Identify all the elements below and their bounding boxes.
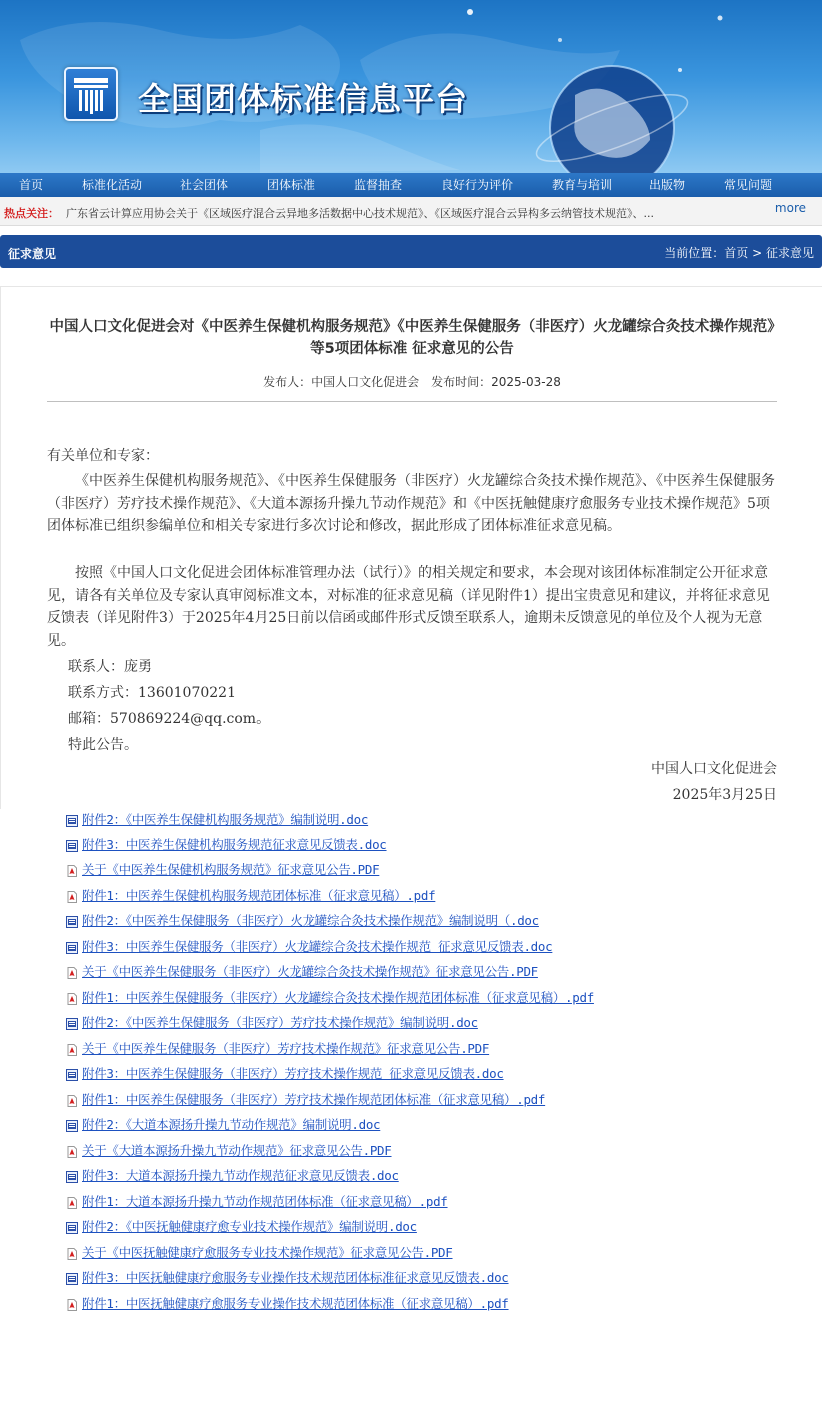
site-banner (0, 0, 822, 173)
pdf-file-icon (66, 1197, 78, 1209)
doc-file-icon (66, 840, 78, 852)
attachment-link[interactable]: 附件1：中医抚触健康疗愈服务专业操作技术规范团体标准（征求意见稿）.pdf (82, 1296, 509, 1311)
attachment-link[interactable]: 附件3：中医养生保健服务（非医疗）芳疗技术操作规范 征求意见反馈表.doc (82, 1066, 504, 1081)
attachment-link[interactable]: 关于《大道本源扬升操九节动作规范》征求意见公告.PDF (82, 1143, 392, 1158)
main-nav (0, 173, 822, 197)
attachment-link[interactable]: 附件2：《中医养生保健服务（非医疗）芳疗技术操作规范》编制说明.doc (82, 1015, 478, 1030)
pdf-file-icon (66, 1248, 78, 1260)
doc-file-icon (66, 1222, 78, 1234)
pdf-file-icon (66, 865, 78, 877)
doc-file-icon (66, 942, 78, 954)
attachment-link[interactable]: 附件3：大道本源扬升操九节动作规范征求意见反馈表.doc (82, 1168, 399, 1183)
pdf-file-icon (66, 1146, 78, 1158)
paragraph-1: 《中医养生保健机构服务规范》、《中医养生保健服务（非医疗）火龙罐综合灸技术操作规范》、《中医养生保健服务（非医疗）芳疗技术操作规范》、《大道本源扬升操九节动作规范》和《中医抚触健康疗愈服务专业技术操作规范》5项团体标准已组织参编单位和相关专家进行多次讨论和修改，据此形成了团体标准征求意见稿。 (47, 473, 775, 534)
nav-item-group-standards[interactable]: 团体标准 (266, 178, 315, 192)
attachment-link[interactable]: 关于《中医养生保健机构服务规范》征求意见公告.PDF (82, 862, 380, 877)
doc-file-icon (66, 1069, 78, 1081)
nav-item-social-groups[interactable]: 社会团体 (179, 178, 228, 192)
attachment-link[interactable]: 附件2：《大道本源扬升操九节动作规范》编制说明.doc (82, 1117, 381, 1132)
attachment-link[interactable]: 附件3：中医养生保健机构服务规范征求意见反馈表.doc (82, 837, 387, 852)
doc-file-icon (66, 916, 78, 928)
attachment-link[interactable]: 附件1：中医养生保健服务（非医疗）火龙罐综合灸技术操作规范团体标准（征求意见稿）.pdf (82, 990, 594, 1005)
nav-item-publications[interactable]: 出版物 (648, 178, 685, 192)
article-meta: 发布人：中国人口文化促进会 发布时间：2025-03-28 (263, 375, 561, 389)
breadcrumb-current[interactable]: 征求意见 (765, 246, 814, 260)
nav-item-home[interactable]: 首页 (18, 178, 43, 192)
hot-topics-label: 热点关注： (4, 207, 59, 220)
doc-file-icon (66, 815, 78, 827)
breadcrumb-prefix: 当前位置： (664, 246, 725, 260)
article-title: 中国人口文化促进会对《中医养生保健机构服务规范》《中医养生保健服务（非医疗）火龙罐综合灸技术操作规范》等5项团体标准 征求意见的公告 (49, 319, 775, 357)
contact-phone: 联系方式：13601070221 (68, 685, 236, 701)
nav-item-standardization-activities[interactable]: 标准化活动 (81, 178, 142, 192)
salutation: 有关单位和专家： (47, 448, 159, 464)
attachment-link[interactable]: 关于《中医养生保健服务（非医疗）芳疗技术操作规范》征求意见公告.PDF (82, 1041, 490, 1056)
attachment-link[interactable]: 附件1：中医养生保健机构服务规范团体标准（征求意见稿）.pdf (82, 888, 436, 903)
contact-email: 邮箱：570869224@qq.com。 (68, 711, 271, 727)
breadcrumb-separator: > (752, 246, 763, 260)
hot-topics-bar (0, 197, 822, 226)
pdf-file-icon (66, 1095, 78, 1107)
section-header (0, 235, 822, 268)
contact-person: 联系人：庞勇 (68, 659, 152, 675)
nav-item-faq[interactable]: 常见问题 (723, 178, 772, 192)
nav-item-good-behavior[interactable]: 良好行为评价 (440, 178, 513, 192)
attachment-link[interactable]: 附件2：《中医养生保健机构服务规范》编制说明.doc (82, 812, 369, 827)
attachment-link[interactable]: 附件2：《中医养生保健服务（非医疗）火龙罐综合灸技术操作规范》编制说明（.doc (82, 913, 539, 928)
site-logo-icon[interactable] (64, 67, 118, 121)
attachment-link[interactable]: 附件2：《中医抚触健康疗愈专业技术操作规范》编制说明.doc (82, 1219, 417, 1234)
pdf-file-icon (66, 891, 78, 903)
attachment-link[interactable]: 关于《中医养生保健服务（非医疗）火龙罐综合灸技术操作规范》征求意见公告.PDF (82, 964, 538, 979)
breadcrumb-home-link[interactable]: 首页 (724, 246, 749, 260)
breadcrumb (664, 244, 814, 261)
pdf-file-icon (66, 1044, 78, 1056)
hot-topics-ticker[interactable]: 广东省云计算应用协会关于《区域医疗混合云异地多活数据中心技术规范》、《区域医疗混合云异构多云纳管技术规范》、... (66, 207, 654, 220)
pdf-file-icon (66, 1299, 78, 1311)
article-panel (0, 286, 822, 809)
pdf-file-icon (66, 967, 78, 979)
attachment-link[interactable]: 附件1：大道本源扬升操九节动作规范团体标准（征求意见稿）.pdf (82, 1194, 448, 1209)
signature-date: 2025年3月25日 (672, 787, 777, 803)
nav-item-supervision[interactable]: 监督抽查 (353, 178, 402, 192)
signature-org: 中国人口文化促进会 (651, 761, 777, 777)
doc-file-icon (66, 1018, 78, 1030)
pdf-file-icon (66, 993, 78, 1005)
attachment-link[interactable]: 附件3：中医抚触健康疗愈服务专业操作技术规范团体标准征求意见反馈表.doc (82, 1270, 509, 1285)
closing-note: 特此公告。 (68, 737, 138, 753)
attachment-link[interactable]: 附件3：中医养生保健服务（非医疗）火龙罐综合灸技术操作规范 征求意见反馈表.doc (82, 939, 553, 954)
doc-file-icon (66, 1273, 78, 1285)
site-title[interactable]: 全国团体标准信息平台 (138, 80, 469, 118)
paragraph-2: 按照《中国人口文化促进会团体标准管理办法（试行）》的相关规定和要求，本会现对该团体标准制定公开征求意见，请各有关单位及专家认真审阅标准文本，对标准的征求意见稿（详见附件1）提出宝贵意见和建议，并将征求意见反馈表（详见附件3）于2025年4月25日前以信函或邮件形式反馈至联系人，逾期未反馈意见的单位及个人视为无意见。 (47, 565, 770, 649)
more-link[interactable]: more (774, 201, 806, 215)
doc-file-icon (66, 1171, 78, 1183)
attachment-link[interactable]: 附件1：中医养生保健服务（非医疗）芳疗技术操作规范团体标准（征求意见稿）.pdf (82, 1092, 546, 1107)
attachment-link[interactable]: 关于《中医抚触健康疗愈服务专业技术操作规范》征求意见公告.PDF (82, 1245, 453, 1260)
nav-item-education[interactable]: 教育与培训 (551, 178, 612, 192)
doc-file-icon (66, 1120, 78, 1132)
title-divider (47, 401, 777, 402)
section-title: 征求意见 (8, 247, 57, 261)
